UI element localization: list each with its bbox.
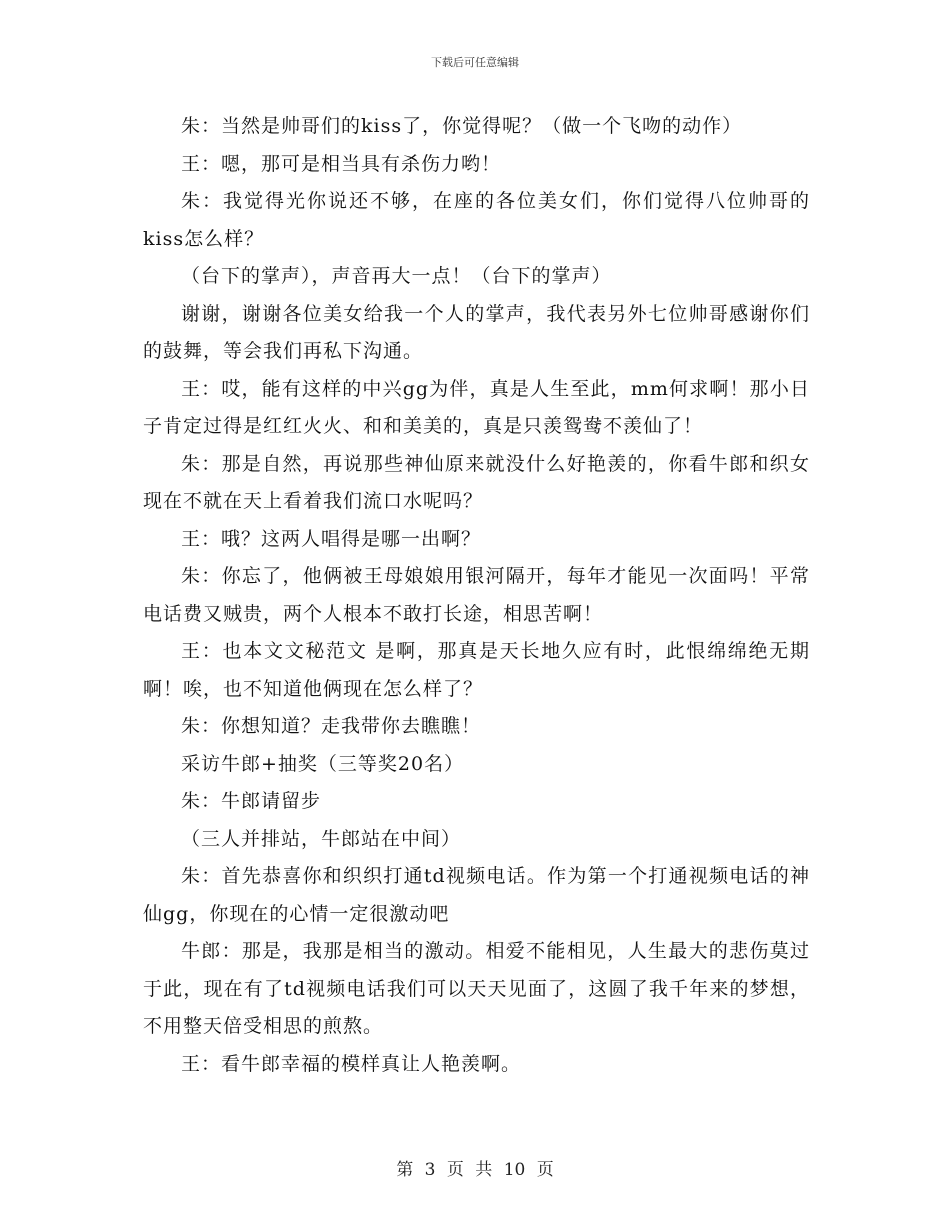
paragraph: 王：哦？这两人唱得是哪一出啊？ [181, 527, 482, 550]
paragraph: 谢谢，谢谢各位美女给我一个人的掌声，我代表另外七位帅哥感谢你们的鼓舞，等会我们再私下沟通。 [143, 302, 810, 362]
paragraph: 朱：首先恭喜你和织织打通td视频电话。作为第一个打通视频电话的神仙gg，你现在的心情一定很激动吧 [143, 865, 810, 925]
paragraph: 王：看牛郎幸福的模样真让人艳羡啊。 [181, 1052, 522, 1075]
paragraph: 朱：你忘了，他俩被王母娘娘用银河隔开，每年才能见一次面吗！平常电话费又贼贵，两个人根本不敢打长途，相思苦啊！ [143, 565, 810, 625]
paragraph: 牛郎：那是，我那是相当的激动。相爱不能相见，人生最大的悲伤莫过于此，现在有了td视频电话我们可以天天见面了，这圆了我千年来的梦想，不用整天倍受相思的煎熬。 [143, 940, 810, 1037]
paragraph: 朱：我觉得光你说还不够，在座的各位美女们，你们觉得八位帅哥的kiss怎么样？ [143, 190, 810, 250]
page-header: 下载后可任意编辑 [431, 56, 519, 69]
paragraph: 朱：你想知道？走我带你去瞧瞧！ [181, 715, 482, 737]
paragraph: 朱：那是自然，再说那些神仙原来就没什么好艳羡的，你看牛郎和织女现在不就在天上看着我们流口水呢吗？ [143, 452, 810, 512]
paragraph: 采访牛郎+抽奖（三等奖20名） [181, 752, 465, 775]
paragraph: （三人并排站，牛郎站在中间） [181, 827, 462, 850]
paragraph: （台下的掌声），声音再大一点！（台下的掌声） [181, 265, 612, 287]
document-body [143, 108, 810, 1083]
paragraph: 王：也本文文秘范文 是啊，那真是天长地久应有时，此恨绵绵绝无期啊！唉，也不知道他俩现在怎么样了？ [143, 640, 810, 700]
paragraph: 朱：牛郎请留步 [181, 790, 322, 812]
page-number: 第 3 页 共 10 页 [396, 1160, 554, 1180]
paragraph: 王：哎，能有这样的中兴gg为伴，真是人生至此，mm何求啊！那小日子肯定过得是红红火火、和和美美的，真是只羡鸳鸯不羡仙了！ [143, 377, 810, 437]
paragraph: 朱：当然是帅哥们的kiss了，你觉得呢？（做一个飞吻的动作） [181, 115, 743, 137]
paragraph: 王：嗯，那可是相当具有杀伤力哟！ [181, 152, 502, 175]
